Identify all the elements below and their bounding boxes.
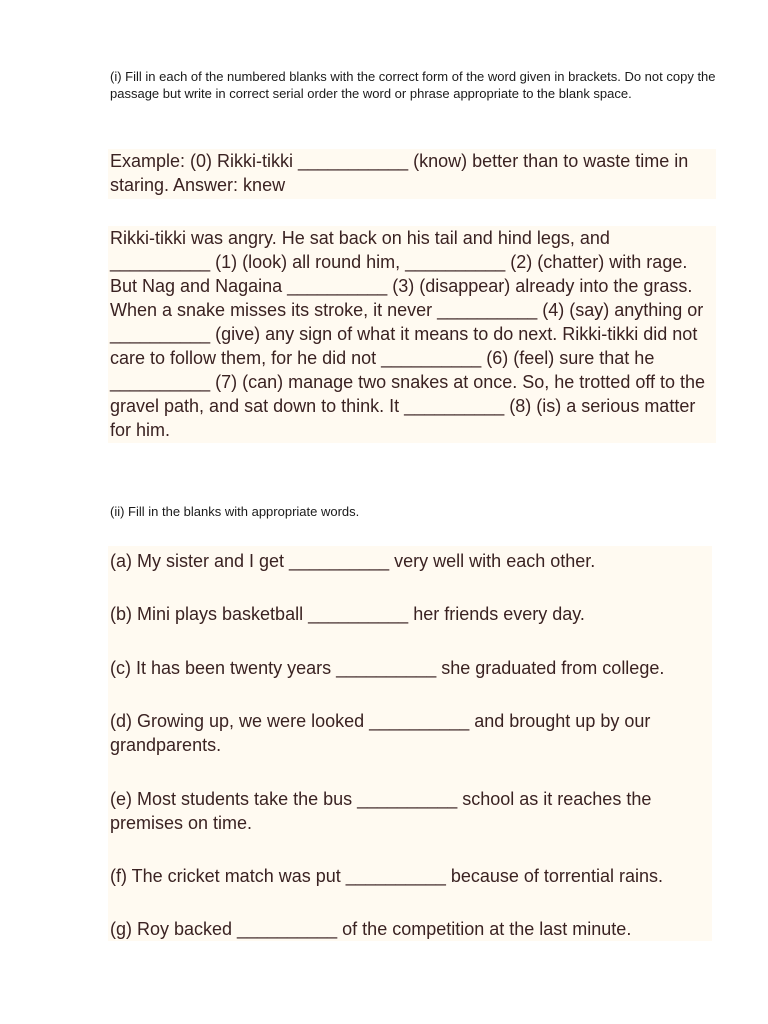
section-1-instruction: (i) Fill in each of the numbered blanks with the correct form of the word given in brackets. Do not copy the passage but write in correct serial order the word or phrase appropriate to the blank space. <box>110 69 716 101</box>
list-item-e: (e) Most students take the bus __________ school as it reaches the premises on time. <box>110 789 652 833</box>
list-item-g: (g) Roy backed __________ of the competition at the last minute. <box>110 919 632 939</box>
passage-paragraph: Rikki-tikki was angry. He sat back on his tail and hind legs, and __________ (1) (look) all round him, __________ (2) (chatter) with rage. But Nag and Nagaina __________ (3) (disappear) already into the grass. When a snake misses its stroke, it never __________ (4) (say) anything or __________ (give) any sign of what it means to do next. Rikki-tikki did not care to follow them, for he did not __________ (6) (feel) sure that he __________ (7) (can) manage two snakes at once. So, he trotted off to the gravel path, and sat down to think. It __________ (8) (is) a serious matter for him. <box>108 226 716 443</box>
section-2-instruction: (ii) Fill in the blanks with appropriate words. <box>110 504 360 519</box>
list-item-a: (a) My sister and I get __________ very well with each other. <box>110 551 596 571</box>
list-item-d: (d) Growing up, we were looked __________ and brought up by our grandparents. <box>110 711 651 755</box>
example-sentence: Example: (0) Rikki-tikki ___________ (know) better than to waste time in staring. Answer: knew <box>108 149 716 199</box>
list-item-f: (f) The cricket match was put __________ because of torrential rains. <box>110 866 663 886</box>
fill-in-list <box>108 546 712 941</box>
list-item-b: (b) Mini plays basketball __________ her friends every day. <box>110 604 585 624</box>
list-item-c: (c) It has been twenty years __________ she graduated from college. <box>110 658 665 678</box>
